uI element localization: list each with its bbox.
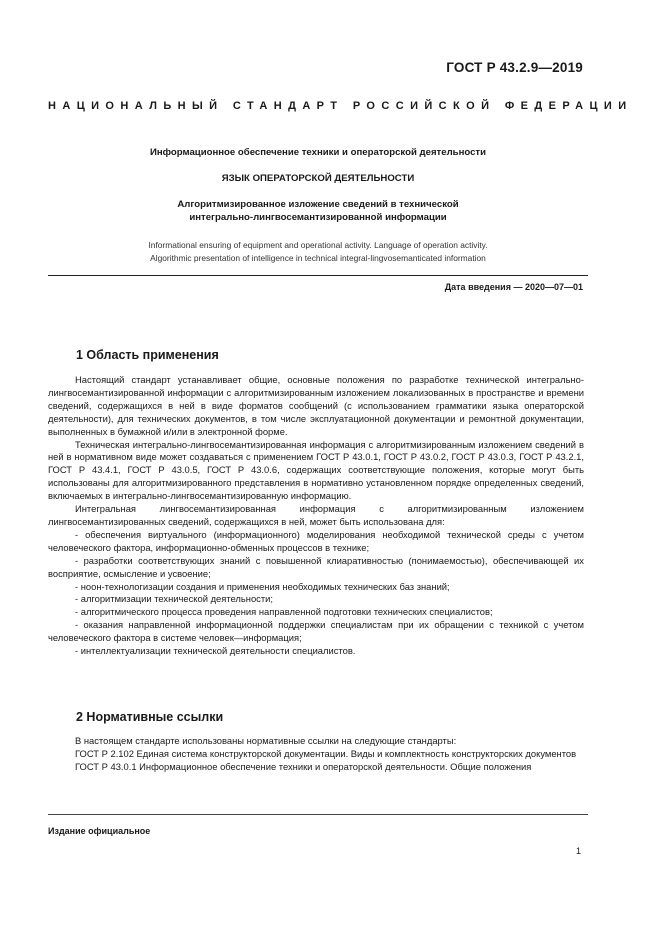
list-item: - алгоритмического процесса проведения направленной подготовки технических специалистов; — [75, 606, 493, 618]
header-divider — [48, 275, 588, 276]
paragraph: Настоящий стандарт устанавливает общие, основные положения по разработке технической интегрально-лингвосемантизированной информации с алгоритмизированным изложением локализованных в пространстве и времени сведений, содержащихся в ней в виде форматов сообщений (с использованием грамматики языка операторской деятельности), для технических документов, в том числе эксплуатационной документации и ремонтной документации, выполненных в бумажной и/или в электронной форме. — [48, 374, 584, 437]
section-2-heading: 2 Нормативные ссылки — [76, 710, 224, 724]
list-item: - алгоритмизации технической деятельности; — [75, 593, 273, 605]
reference-item: ГОСТ Р 2.102 Единая система конструкторской документации. Виды и комплектность конструкторских документов — [75, 747, 577, 759]
main-title: ЯЗЫК ОПЕРАТОРСКОЙ ДЕЯТЕЛЬНОСТИ — [221, 173, 415, 184]
list-item: - разработки соответствующих знаний с повышенной клиаративностью (понимаемостью), обеспечивающей их восприятие, осмысление и усвоение; — [48, 554, 584, 579]
reference-item: ГОСТ Р 43.0.1 Информационное обеспечение техники и операторской деятельности. Общие положения — [75, 760, 532, 772]
edition-label: Издание официальное — [48, 826, 151, 836]
series-title: Информационное обеспечение техники и операторской деятельности — [149, 147, 487, 158]
national-standard-title: НАЦИОНАЛЬНЫЙ СТАНДАРТ РОССИЙСКОЙ ФЕДЕРАЦИИ — [48, 100, 633, 112]
section-1-heading: 1 Область применения — [76, 348, 219, 362]
english-title — [48, 239, 588, 264]
list-item: - оказания направленной информационной поддержки специалистам при их обращении с техникой с учетом человеческого фактора в системе человек—информация; — [48, 619, 584, 644]
subtitle-line-2: интегрально-лингвосемантизированной информации — [189, 212, 447, 223]
paragraph: Интегральная лингвосемантизированная информация с алгоритмизированным изложением лингвосемантизированных сведений, содержащихся в ней, может быть использована для: — [48, 503, 584, 527]
section-2-body — [48, 735, 584, 774]
section-1-body — [48, 374, 584, 658]
gost-number: ГОСТ Р 43.2.9—2019 — [446, 60, 583, 75]
english-title-line-1: Informational ensuring of equipment and operational activity. Language of operation activity. — [148, 240, 488, 250]
subtitle-line-1: Алгоритмизированное изложение сведений в технической — [177, 199, 459, 210]
english-title-line-2: Algorithmic presentation of intelligence in technical integral-lingvosemanticated information — [150, 252, 486, 263]
footer-divider — [48, 814, 588, 815]
list-item: - интеллектуализации технической деятельности специалистов. — [75, 645, 356, 657]
page-number: 1 — [575, 846, 581, 856]
list-item: - обеспечения виртуального (информационного) моделирования необходимой технической среды с учетом человеческого фактора, информационно-обменных процессов в технике; — [48, 528, 584, 553]
paragraph: Техническая интегрально-лингвосемантизированная информация с алгоритмизированным изложением сведений в ней в нормативном виде может создаваться с применением ГОСТ Р 43.0.1, ГОСТ Р 43.0.2, ГОСТ Р 43.0.3, ГОСТ Р 43.2.1, ГОСТ Р 43.4.1, ГОСТ Р 43.0.5, ГОСТ Р 43.0.6, содержащих соответствующие положения, которые могут быть использованы для алгоритмизированного представления в нормативно установленном порядке определенных сведений, включаемых в интегрально-лингвосемантизированную информацию. — [48, 438, 584, 502]
introduction-date: Дата введения — 2020—07—01 — [444, 282, 583, 292]
paragraph: В настоящем стандарте использованы нормативные ссылки на следующие стандарты: — [75, 735, 457, 746]
subtitle — [48, 198, 588, 224]
list-item: - ноон-технологизации создания и применения необходимых технических баз знаний; — [75, 580, 450, 592]
